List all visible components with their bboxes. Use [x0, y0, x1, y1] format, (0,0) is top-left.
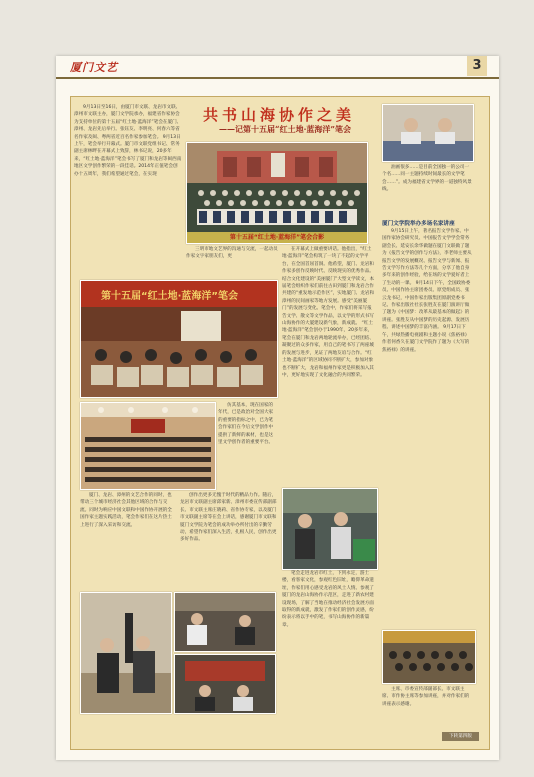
side-story-heading: 厦门文学院举办多场名家讲座 — [382, 221, 455, 227]
svg-text:第十五届“红土地·蓝海洋”笔会: 第十五届“红土地·蓝海洋”笔会 — [101, 291, 238, 302]
audience-photo — [382, 630, 476, 684]
meeting-photo-image — [81, 281, 277, 397]
paragraph: 9月13日至16日，由厦门市文联、龙岩市文联、漳州市文联主办，厦门文学院承办，福建省作家协会为支持单位的第十五届“红土地·蓝海洋”笔会在厦门、漳州、龙岩先后举行。张钰友、李明亮、何春六等省名作家及闽、粤两省近百名作家参加笔会。 9月13日上午，笔会举行开幕式。厦门市文联党组书记、常务副主席林畔在开幕式上致辞，林书记说，20多年来，“红土地·蓝海洋”笔会书写了厦门和龙岩等闽西南地区文学创作繁荣的一段佳话。2014年正值笔会创办十五周年，我们希望通过笔会，在实现 — [74, 105, 182, 177]
article-text-col6 — [80, 492, 176, 588]
paragraph: 创作出更多无愧于时代的精品力作。随后，龙岩市文联副主席邱家新、漳州市委宣传部副部长、市文联主席庄晓莉、省作协专家，以及厦门市文联副主席等在会上讲话，感谢厦门市文联和厦门文学院为笔会的成功举办所付出的辛勤劳动，希望作家们深入生活，扎根人民，创作出更多好作品。 — [180, 493, 277, 543]
paragraph: 主席、市委宣传部副部长、市文联主席、市作协主席等参加讲座，并对作家们的讲座表示感谢。 — [382, 687, 470, 707]
article-text-col5 — [382, 228, 472, 628]
article-text-col8 — [282, 570, 376, 720]
page-number: 3 — [467, 56, 487, 76]
paragraph: 仿其基本，现在国家的年代，已是政治对全国大家的重要的指标之中，已为笔会作家们在今后文学创作中提供了新鲜的素材，也是这里文学创作者的重要平台。 — [218, 403, 274, 446]
paragraph: 笔会走进龙岩市红土，下到永定，游土楼，看客家文化，参观红色旧址，瞻仰革命遗址，作家们用心感受龙岩的风土人情。参观了厦门的龙岩山海协作示范区，走进了新农村建设现场，了解了当地在推动经济社会发展方面取得的新成就，激发了作家们的创作灵感，纷纷表示将以手中的笔，书写山海协作的新篇章。 — [282, 571, 374, 628]
speakers-photo-image — [383, 105, 473, 161]
continued-label: 下转第四版 — [442, 732, 479, 741]
article-title: 共书山海协作之美 — [202, 106, 355, 124]
group-photo-caption — [187, 232, 367, 243]
paragraph: 油画很多……是目前全国独一的公司一个名……同一主题持续时间最长的文学笔会……”。成为福建省文学界的一道独特风景线。 — [382, 165, 472, 193]
paragraph: 厦门、龙岩、漳州的文艺合作的同时，也带动三个城市经济社会其他区域的合作与交流。同时为响应中国文联和中国作协开展的全国作家主题实践活动，笔会作家们在这片热土上进行了深入采访和交流。 — [80, 493, 172, 528]
speaker-stage-photo — [282, 488, 378, 570]
paper-sheet — [56, 56, 499, 760]
speakers-photo — [382, 104, 474, 162]
article-subtitle: ——记第十五届“红土地·蓝海洋”笔会 — [219, 124, 351, 134]
audience-photo-image — [383, 631, 475, 683]
meeting-photo — [80, 280, 278, 398]
portrait-photo-image — [81, 593, 171, 713]
portrait-photo — [80, 592, 172, 714]
speaker-stage-photo-image — [283, 489, 377, 569]
lecture-photo-2 — [174, 654, 276, 714]
header-rule — [56, 77, 499, 79]
article-text-col4 — [218, 402, 276, 488]
hall-photo — [80, 402, 216, 490]
group-photo — [186, 142, 368, 244]
paragraph: 9月15日上午，著名报告文学作家、中国作家协会研究员、中国报告文学学会常务副会长、延安长余华做题在厦门文联做了题为《报告文学的创作与方法》，李老师主要从报告文学的发展概况、报告文学与新闻、报告文学写作方法等几个方面，分享了他自身多年来的创作经验，给在场的文学爱好者上了生动的一课。 9月14日下午，全国政协委员、中国作协主席团委员、原党组成员、张云龙书记，中国作家出版集团原副党委书记、作家出版社社长张胜友在厦门演讲厅做了题为《中国梦：改革从最基本的做起》的讲座。张胜友从中国梦的历史起源、发展历程、讲述中国梦的丰富内涵。 9月17日下午，共绿热播电视剧和主题小说《焦裕禄》作者何香久在厦门文学院作了题为《大写的焦裕禄》的讲座。 — [382, 229, 472, 353]
article-text-col1 — [74, 104, 182, 294]
hall-photo-image — [81, 403, 215, 489]
article-text-col2 — [186, 246, 278, 276]
caption-text: 第十五届“红土地·蓝海洋”笔会合影 — [229, 234, 325, 241]
lecture-photo-1-image — [175, 593, 275, 651]
lecture-photo-1 — [174, 592, 276, 652]
magazine-title: 厦门文艺 — [70, 61, 118, 74]
page-header — [56, 56, 499, 78]
article-text-col7 — [180, 492, 278, 588]
paragraph: 三明市地文艺界的沟通与交流，一起动员作家文字家朋友们，更 — [186, 247, 278, 260]
lecture-photo-2-image — [175, 655, 275, 713]
side-story-teaser — [382, 164, 472, 216]
group-photo-image — [187, 143, 367, 243]
paragraph: 在开幕式上做重要讲话。他指出，“红土地·蓝海洋”笔会构筑了一块了不起的文学平台，在全国首屈首洞。他希望，厦门、龙岩和作家多创作反映时代、反映现实的优秀作品。 结合文化建设的“美丽厦门”大型文学读文，本届笔会组织作家们前往古田到厦门和龙岩合作共建的“重发地示范作区”，实地厦门、龙岩和漳州的民间画家等地方发展。感受“美丽厦门”的发展与变化。笔会中，作家们将采写报告文学、散文等文学作品，以文学的形式书写山海协作的大厦建设新气象，新成就。 “红土地·蓝海洋”笔会创办于1990年，20多年来，笔会在厦门和龙岩两地轮流举办，已经团结、凝聚过的众多作家，用自己的笔书写了两座城的发展与进步，见证了两地友谊与合作。“红土地·蓝海洋”的区域协同不断扩大，参加对象也不断扩大，龙岩和福州作家更是积极加入其中，更好地实现了文化融合的共同繁荣。 — [282, 247, 375, 378]
